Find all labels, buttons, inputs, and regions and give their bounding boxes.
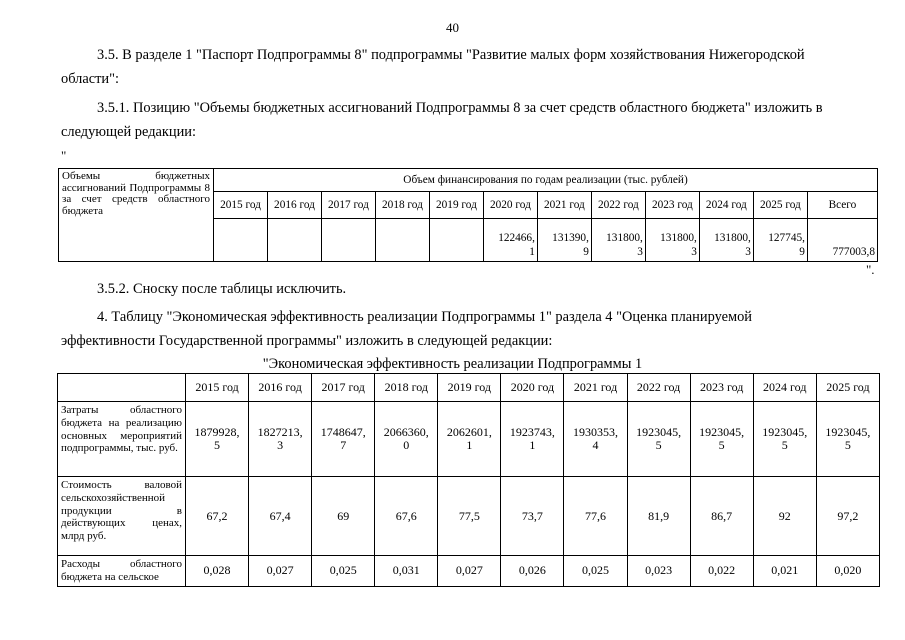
budget-year-header: 2023 год: [645, 192, 699, 219]
budget-value-cell: 131800, 3: [591, 219, 645, 262]
efficiency-value-cell: 77,6: [564, 477, 627, 556]
efficiency-value-cell: 1923045, 5: [753, 402, 816, 477]
budget-year-header: 2022 год: [591, 192, 645, 219]
paragraph-3-5-1: [61, 96, 863, 144]
paragraph-line: 3.5.2. Сноску после таблицы исключить.: [97, 281, 347, 297]
efficiency-row-label: Расходы областного бюджета на сельское: [58, 556, 186, 587]
budget-year-header: 2021 год: [537, 192, 591, 219]
empty-header-cell: [58, 374, 186, 402]
budget-value-cell: 131390, 9: [537, 219, 591, 262]
efficiency-value-cell: 1879928, 5: [186, 402, 249, 477]
budget-year-header: 2015 год: [214, 192, 268, 219]
paragraph-line: 4. Таблицу "Экономическая эффективность реализации Подпрограммы 1" раздела 4 "Оценка планируемой: [97, 309, 752, 325]
efficiency-year-header: 2020 год: [501, 374, 564, 402]
efficiency-year-header: 2015 год: [186, 374, 249, 402]
efficiency-value-cell: 67,6: [375, 477, 438, 556]
efficiency-value-cell: 1923743, 1: [501, 402, 564, 477]
efficiency-value-cell: 67,4: [249, 477, 312, 556]
budget-row-label: Объемы бюджетных ассигнований Подпрограммы 8 за счет средств областного бюджета: [59, 169, 214, 262]
efficiency-year-header: 2023 год: [690, 374, 753, 402]
efficiency-value-cell: 97,2: [816, 477, 879, 556]
efficiency-year-header: 2022 год: [627, 374, 690, 402]
efficiency-value-cell: 67,2: [186, 477, 249, 556]
efficiency-value-cell: 0,025: [564, 556, 627, 587]
budget-table: [58, 168, 878, 262]
efficiency-value-cell: 0,020: [816, 556, 879, 587]
efficiency-table: [57, 373, 880, 587]
efficiency-value-cell: 0,027: [438, 556, 501, 587]
efficiency-value-cell: 0,031: [375, 556, 438, 587]
efficiency-value-cell: 81,9: [627, 477, 690, 556]
efficiency-year-header: 2017 год: [312, 374, 375, 402]
efficiency-year-header: 2025 год: [816, 374, 879, 402]
open-quote: ": [61, 148, 67, 163]
budget-year-header: Всего: [807, 192, 877, 219]
efficiency-row-label: Стоимость валовой сельскохозяйственной продукции в действующих ценах, млрд руб.: [58, 477, 186, 556]
budget-value-cell: [214, 219, 268, 262]
efficiency-value-cell: 2062601, 1: [438, 402, 501, 477]
budget-year-header: 2017 год: [321, 192, 375, 219]
efficiency-value-cell: 86,7: [690, 477, 753, 556]
budget-value-cell: 122466, 1: [483, 219, 537, 262]
paragraph-line: 3.5.1. Позицию "Объемы бюджетных ассигнований Подпрограммы 8 за счет средств областного бюджета" изложить в: [97, 100, 823, 116]
efficiency-value-cell: 0,026: [501, 556, 564, 587]
paragraph-line: области":: [61, 71, 119, 87]
budget-year-header: 2025 год: [753, 192, 807, 219]
paragraph-line: следующей редакции:: [61, 124, 196, 140]
budget-value-cell: 127745, 9: [753, 219, 807, 262]
table-row: [58, 477, 880, 556]
paragraph-3-5-2: [61, 277, 863, 301]
budget-value-cell: [267, 219, 321, 262]
paragraph-3-5: [61, 43, 863, 91]
table-row: [58, 402, 880, 477]
efficiency-year-header: 2016 год: [249, 374, 312, 402]
efficiency-value-cell: 0,028: [186, 556, 249, 587]
efficiency-year-header: 2021 год: [564, 374, 627, 402]
budget-year-header: 2024 год: [699, 192, 753, 219]
paragraph-line: 3.5. В разделе 1 "Паспорт Подпрограммы 8" подпрограммы "Развитие малых форм хозяйствования Нижегородской: [97, 47, 805, 63]
budget-value-cell: [321, 219, 375, 262]
budget-year-header: 2020 год: [483, 192, 537, 219]
table-row: [58, 556, 880, 587]
budget-value-cell: 131800, 3: [645, 219, 699, 262]
efficiency-value-cell: 1923045, 5: [690, 402, 753, 477]
efficiency-value-cell: 0,025: [312, 556, 375, 587]
efficiency-value-cell: 73,7: [501, 477, 564, 556]
paragraph-line: эффективности Государственной программы" изложить в следующей редакции:: [61, 333, 553, 349]
efficiency-value-cell: 1827213, 3: [249, 402, 312, 477]
close-quote: ".: [866, 262, 875, 277]
page-number: 40: [446, 20, 459, 35]
efficiency-value-cell: 92: [753, 477, 816, 556]
efficiency-value-cell: 1930353, 4: [564, 402, 627, 477]
budget-year-header: 2018 год: [375, 192, 429, 219]
paragraph-4: [61, 305, 863, 353]
efficiency-year-header: 2024 год: [753, 374, 816, 402]
budget-header: Объем финансирования по годам реализации (тыс. рублей): [214, 169, 878, 192]
efficiency-year-header: 2019 год: [438, 374, 501, 402]
efficiency-row-label: Затраты областного бюджета на реализацию основных мероприятий подпрограммы, тыс. руб.: [58, 402, 186, 477]
budget-value-cell: [375, 219, 429, 262]
efficiency-value-cell: 2066360, 0: [375, 402, 438, 477]
budget-value-cell: 131800, 3: [699, 219, 753, 262]
efficiency-value-cell: 0,022: [690, 556, 753, 587]
budget-year-header: 2019 год: [429, 192, 483, 219]
table2-title: "Экономическая эффективность реализации Подпрограммы 1: [262, 356, 643, 372]
efficiency-year-header: 2018 год: [375, 374, 438, 402]
efficiency-value-cell: 77,5: [438, 477, 501, 556]
budget-year-header: 2016 год: [267, 192, 321, 219]
budget-value-cell: [429, 219, 483, 262]
efficiency-value-cell: 0,027: [249, 556, 312, 587]
efficiency-value-cell: 0,021: [753, 556, 816, 587]
efficiency-value-cell: 0,023: [627, 556, 690, 587]
efficiency-value-cell: 1923045, 5: [816, 402, 879, 477]
efficiency-value-cell: 1748647, 7: [312, 402, 375, 477]
efficiency-value-cell: 69: [312, 477, 375, 556]
budget-value-cell: 777003,8: [807, 219, 877, 262]
efficiency-value-cell: 1923045, 5: [627, 402, 690, 477]
